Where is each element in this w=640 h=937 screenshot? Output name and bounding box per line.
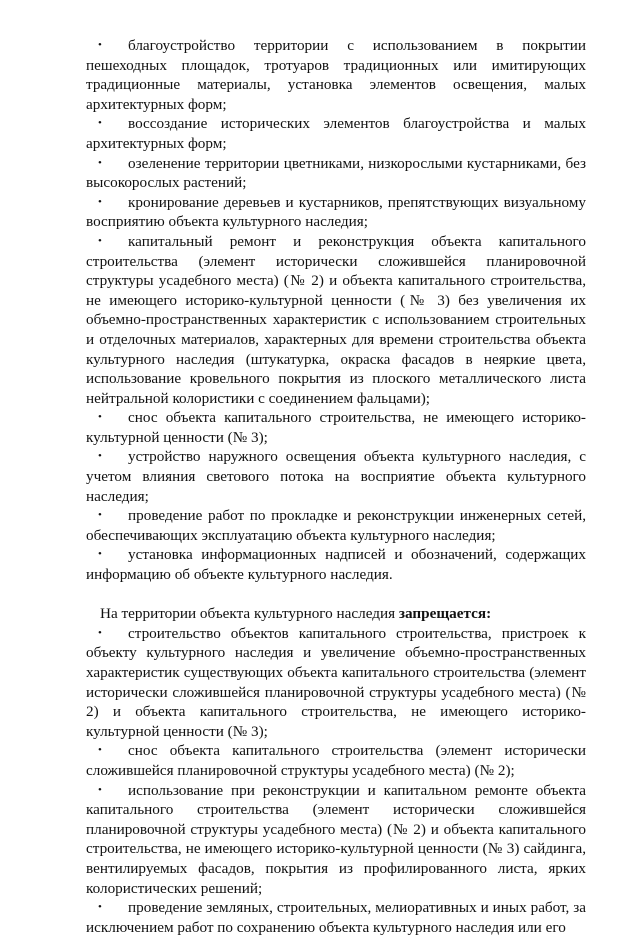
bullet-icon: • xyxy=(98,509,102,522)
list-item-text: капитальный ремонт и реконструкция объекта капитального строительства (элемент исторически сложившейся планировочной структуры усадебного места) (№ 2) и объекта капитального строительства, не имеющего историко-культурной ценности (№ 3) без увеличения их объемно-пространственных характеристик с использованием строительных и отделочных материалов, характерных для времени строительства объекта культурного наследия (штукатурка, окраска фасадов в неяркие цвета, использование кровельного покрытия из плоского металлического листа нейтральной колористики с соединением фальцами); xyxy=(86,232,586,407)
bullet-icon: • xyxy=(98,156,102,169)
list-item xyxy=(86,36,586,114)
list-item xyxy=(86,114,586,153)
list-item xyxy=(86,898,586,937)
bullet-icon: • xyxy=(98,117,102,130)
section-intro-emphasis: запрещается: xyxy=(398,605,492,623)
list-item-text: воссоздание исторических элементов благоустройства и малых архитектурных форм; xyxy=(86,115,586,152)
bullet-icon: • xyxy=(98,195,102,208)
list-item-text: снос объекта капитального строительства, не имеющего историко-культурной ценности (№ 3); xyxy=(86,409,586,446)
list-item xyxy=(86,624,586,742)
section-intro xyxy=(86,604,586,624)
list-item xyxy=(86,741,586,780)
list-item xyxy=(86,506,586,545)
list-item-text: использование при реконструкции и капитальном ремонте объекта капитального строительства (элемент исторически сложившейся планировочной структуры усадебного места) (№ 2) и объекта капитального строительства, не имеющего историко-культурной ценности (№ 3) сайдинга, вентилируемых фасадов, покрытия из профилированного листа, ярких колористических решений; xyxy=(86,781,586,897)
list-item-text: проведение земляных, строительных, мелиоративных и иных работ, за исключением работ по сохранению объекта культурного наследия или его xyxy=(86,899,586,936)
list-item-text: благоустройство территории с использованием в покрытии пешеходных площадок, тротуаров традиционных или имитирующих традиционные материалы, установка элементов освещения, малых архитектурных форм; xyxy=(86,37,586,113)
list-item-text: снос объекта капитального строительства (элемент исторически сложившейся планировочной структуры усадебного места) (№ 2); xyxy=(86,742,586,779)
prohibited-list xyxy=(86,624,586,937)
list-item xyxy=(86,408,586,447)
list-item xyxy=(86,232,586,408)
bullet-icon: • xyxy=(98,39,102,51)
list-item-text: установка информационных надписей и обозначений, содержащих информацию об объекте культурного наследия. xyxy=(86,546,586,584)
bullet-icon: • xyxy=(98,783,102,796)
list-item xyxy=(86,447,586,506)
paragraph-spacer xyxy=(86,585,586,605)
list-item-text: устройство наружного освещения объекта культурного наследия, с учетом влияния светового потока на восприятие объекта культурного наследия; xyxy=(86,448,586,505)
bullet-icon: • xyxy=(98,411,102,424)
section-intro-text: На территории объекта культурного наследия xyxy=(100,605,399,623)
bullet-icon: • xyxy=(98,450,102,463)
permitted-list xyxy=(86,36,586,585)
bullet-icon: • xyxy=(98,548,102,561)
bullet-icon: • xyxy=(98,901,102,914)
list-item xyxy=(86,545,586,584)
list-item-text: кронирование деревьев и кустарников, препятствующих визуальному восприятию объекта культурного наследия; xyxy=(86,193,586,231)
bullet-icon: • xyxy=(98,234,102,247)
list-item-text: проведение работ по прокладке и реконструкции инженерных сетей, обеспечивающих эксплуатацию объекта культурного наследия; xyxy=(86,507,586,544)
document-page xyxy=(86,36,586,937)
list-item xyxy=(86,781,586,899)
list-item xyxy=(86,193,586,232)
bullet-icon: • xyxy=(98,744,102,757)
list-item-text: строительство объектов капитального строительства, пристроек к объекту культурного наследия и увеличение объемно-пространственных характеристик существующих объекта капитального строительства (элемент исторически сложившейся планировочной структуры усадебного места) (№ 2) и объекта капитального строительства, не имеющего историко-культурной ценности (№ 3); xyxy=(86,624,586,740)
list-item-text: озеленение территории цветниками, низкорослыми кустарниками, без высокорослых растений; xyxy=(86,154,586,192)
bullet-icon: • xyxy=(98,626,102,639)
list-item xyxy=(86,154,586,193)
